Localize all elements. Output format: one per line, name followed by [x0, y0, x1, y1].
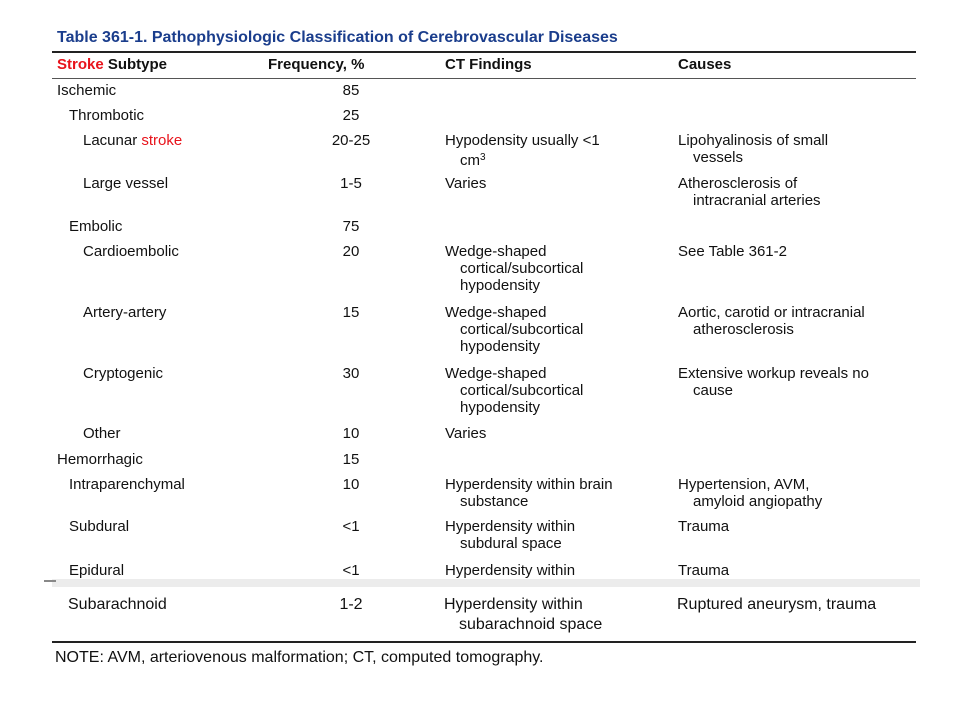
subtype-cell: Artery-artery: [83, 304, 167, 321]
frequency-cell: 1-2: [339, 596, 363, 613]
ct-findings-cell: Varies: [445, 425, 487, 442]
cause-line: intracranial arteries: [693, 192, 821, 209]
column-header-frequency: Frequency, %: [268, 56, 365, 73]
ct-findings-cell: [445, 365, 583, 416]
ct-line: substance: [460, 493, 529, 510]
ct-line: Wedge-shaped: [445, 304, 547, 321]
top-rule: [52, 51, 916, 53]
subtype-highlight: stroke: [141, 132, 183, 149]
ct-findings-cell: [445, 476, 613, 510]
subtype-text: Lacunar: [83, 132, 142, 149]
subtype-cell: Hemorrhagic: [57, 451, 143, 468]
cause-line: amyloid angiopathy: [693, 493, 823, 510]
ct-line: Hyperdensity within brain: [445, 476, 613, 493]
ct-line: cortical/subcortical: [460, 260, 584, 277]
subtype-cell: Thrombotic: [69, 107, 145, 124]
cut-seam: [52, 579, 920, 587]
column-header-subtype: [57, 56, 167, 76]
subtype-cell: Intraparenchymal: [69, 476, 185, 493]
frequency-cell: 20-25: [331, 132, 371, 149]
ct-line: Hyperdensity within: [445, 518, 576, 535]
frequency-cell: <1: [342, 518, 360, 535]
ct-unit: cm: [460, 152, 480, 169]
subtype-cell: Subarachnoid: [68, 596, 167, 613]
frequency-cell: 10: [342, 425, 360, 442]
causes-cell: [678, 304, 865, 338]
frequency-cell: <1: [342, 562, 360, 579]
ct-line: subdural space: [460, 535, 562, 552]
subtype-cell: [83, 132, 182, 149]
cause-line: Hypertension, AVM,: [678, 476, 810, 493]
causes-cell: Trauma: [678, 518, 730, 535]
ct-line: cortical/subcortical: [460, 382, 584, 399]
cause-line: Lipohyalinosis of small: [678, 132, 829, 149]
ct-line: Hypodensity usually <1: [445, 132, 600, 149]
ct-findings-cell: [444, 595, 602, 635]
cause-line: atherosclerosis: [693, 321, 794, 338]
causes-cell: See Table 361-2: [678, 243, 787, 260]
frequency-cell: 30: [342, 365, 360, 382]
ct-line: hypodensity: [460, 277, 541, 294]
ct-findings-cell: [445, 132, 600, 169]
ct-line: Wedge-shaped: [445, 365, 547, 382]
table-footnote: NOTE: AVM, arteriovenous malformation; CT, computed tomography.: [55, 649, 544, 666]
cause-line: vessels: [693, 149, 744, 166]
ct-line: [445, 149, 600, 169]
ct-line: hypodensity: [460, 338, 541, 355]
frequency-cell: 10: [342, 476, 360, 493]
ct-line: Hyperdensity within: [444, 596, 583, 613]
ct-findings-cell: [445, 304, 583, 355]
bottom-rule: [52, 641, 916, 643]
ct-findings-cell: [445, 243, 583, 294]
subtype-cell: Cardioembolic: [83, 243, 179, 260]
ct-findings-cell: [445, 518, 575, 552]
table-title: Table 361-1. Pathophysiologic Classification of Cerebrovascular Diseases: [57, 29, 618, 46]
ct-findings-cell: Hyperdensity within: [445, 562, 576, 579]
subtype-cell: Embolic: [69, 218, 123, 235]
frequency-cell: 25: [342, 107, 360, 124]
frequency-cell: 75: [342, 218, 360, 235]
frequency-cell: 20: [342, 243, 360, 260]
causes-cell: [678, 365, 869, 399]
ct-line: subarachnoid space: [459, 616, 603, 633]
frequency-cell: 85: [342, 82, 360, 99]
ct-findings-cell: Varies: [445, 175, 487, 192]
frequency-cell: 15: [342, 304, 360, 321]
ct-line: hypodensity: [460, 399, 541, 416]
ct-line: Wedge-shaped: [445, 243, 547, 260]
column-header-ct-findings: CT Findings: [445, 56, 532, 73]
cause-line: Atherosclerosis of: [678, 175, 798, 192]
header-subtype-word: Subtype: [103, 56, 168, 73]
subtype-cell: Other: [83, 425, 121, 442]
cause-line: cause: [693, 382, 734, 399]
causes-cell: Trauma: [678, 562, 730, 579]
subtype-cell: Large vessel: [83, 175, 169, 192]
causes-cell: [678, 175, 821, 209]
subtype-cell: Cryptogenic: [83, 365, 164, 382]
causes-cell: [678, 132, 828, 166]
subtype-cell: Epidural: [69, 562, 125, 579]
causes-cell: Ruptured aneurysm, trauma: [677, 596, 877, 613]
ct-unit-superscript: 3: [480, 152, 486, 163]
cut-marker: [44, 580, 56, 582]
causes-cell: [678, 476, 822, 510]
cause-line: Aortic, carotid or intracranial: [678, 304, 865, 321]
header-stroke-word: Stroke: [57, 56, 104, 73]
frequency-cell: 1-5: [340, 175, 362, 192]
subtype-cell: Subdural: [69, 518, 130, 535]
subtype-cell: Ischemic: [57, 82, 117, 99]
ct-line: cortical/subcortical: [460, 321, 584, 338]
cause-line: Extensive workup reveals no: [678, 365, 869, 382]
frequency-cell: 15: [342, 451, 360, 468]
column-header-causes: Causes: [678, 56, 732, 73]
header-rule: [52, 78, 916, 79]
